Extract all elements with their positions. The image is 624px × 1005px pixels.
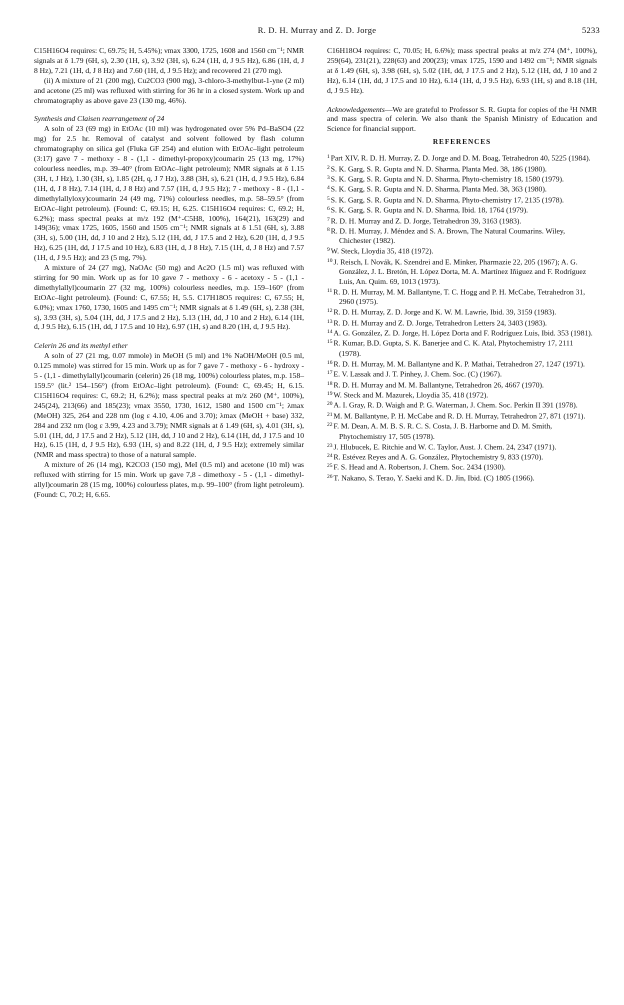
reference-number: 10 (327, 257, 333, 264)
reference-text: R. Estévez Reyes and A. G. González, Phytochemistry 9, 833 (1970). (333, 452, 544, 462)
reference-item (327, 164, 597, 174)
reference-text: J. Reisch, I. Novák, K. Szendrei and E. Minker, Pharmazie 22, 205 (1967); A. G. González, J. L. Bretón, H. López Dorta, M. A. Martínez Iñiguez and F. Rodríguez Luis, An. Quim. 69, 1013 (1973). (333, 257, 587, 287)
reference-text: R. D. H. Murray and Z. D. Jorge, Tetrahedron 39, 3163 (1983). (330, 216, 522, 226)
reference-text: T. Nakano, S. Terao, Y. Saeki and K. D. Jin, Ibid. (C) 1805 (1966). (333, 473, 535, 483)
reference-text: R. D. H. Murray and M. M. Ballantyne, Tetrahedron 26, 4667 (1970). (333, 380, 544, 390)
reference-item (327, 462, 597, 472)
reference-text: W. Steck, Lloydia 35, 418 (1972). (330, 246, 434, 256)
reference-number: 14 (327, 329, 333, 336)
reference-number: 21 (327, 411, 333, 418)
paragraph: A mixture of 24 (27 mg), NaOAc (50 mg) and Ac2O (1.5 ml) was refluxed with stirring for 90 min. Work up as for 10 gave 7 - methoxy - 6 - acetoxy - 5 - (1,1 - dimethylallyl)coumarin 27 (32 mg, 100%) colourless needles, m.p. 159–160° (from EtOAc–light petroleum). (Found: C, 67.55; H, 5.5. C17H18O5 requires: C, 67.55; H, 6.0%); νmax 1760, 1730, 1605 and 1495 cm⁻¹; NMR signals at δ 1.49 (6H, s), 2.38 (3H, s), 3.93 (3H, s), 5.04 (1H, dd, J 17.5 and 2 Hz), 5.13 (1H, dd, J 10 and 2 Hz), 6.14 (1H, d, J 9.5 Hz), 6.15 (1H, dd, J 17.5 and 10 Hz), 6.97 (1H, s) and 8.20 (1H, d, J 9.5 Hz). (34, 263, 304, 332)
paragraph: A soln of 23 (69 mg) in EtOAc (10 ml) was hydrogenated over 5% Pd–BaSO4 (22 mg) for 2.5 hr. Removal of catalyst and solvent followed by flash column chromatography on silica gel (Fluka GF 254) and elution with EtOAc–light petroleum (3:17) gave 7 - methoxy - 8 - (1,1 - dimethyl-propoxy)coumarin 25 (13 mg, 17%) colourless needles, m.p. 39–40° (from EtOAc–light petroleum); NMR signals at δ 1.15 (3H, t, J Hz), 1.30 (3H, s), 1.85 (2H, q, J 7 Hz), 3.88 (3H, s), 6.21 (1H, d, J 9.5 Hz), 6.84 (1H, d, J 8 Hz), 7.14 (1H, d, J 8 Hz) and 7.57 (1H, d, J 9.5 Hz); 7 - methoxy - 8 - (1,1 - dimethylallyloxy)coumarin 24 (49 mg, 71%) colourless needles, m.p. 58–59.5° (from EtOAc–light petroleum). (Found: C, 69.15; H, 6.25. C15H16O4 requires: C, 69.2; H, 6.2%); mass spectral peaks at m/z 192 (M⁺-C5H8, 100%), 164(21), 163(29) and 149(36); νmax 1725, 1605, 1560 and 1505 cm⁻¹; NMR signals at δ 1.51 (6H, s), 3.88 (3H, s), 5.00 (1H, dd, J 10 and 2 Hz), 5.12 (1H, dd, J 17.5 and 2 Hz), 6.20 (1H, d, J 9.5 Hz), 6.25 (1H, dd, J 17.5 and 10 Hz), 6.83 (1H, d, J 8 Hz), 7.15 (1H, d, J 8 Hz) and 7.57 (1H, d, J 9.5 Hz); and 23 (5 mg, 7%). (34, 124, 304, 263)
reference-item (327, 369, 597, 379)
reference-number: 19 (327, 391, 333, 397)
reference-text: F. M. Dean, A. M. B. S. R. C. S. Costa, J. B. Harborne and D. M. Smith, Phytochemistry 17, 505 (1978). (333, 421, 552, 441)
reference-item (327, 400, 597, 410)
reference-text: R. D. H. Murray, J. Méndez and S. A. Brown, The Natural Coumarins. Wiley, Chichester (1982). (330, 226, 565, 246)
reference-item (327, 442, 597, 452)
reference-number: 2 (327, 164, 330, 171)
reference-number: 8 (327, 227, 330, 233)
reference-number: 6 (327, 206, 330, 213)
reference-item (327, 307, 597, 317)
reference-text: R. Kumar, B.D. Gupta, S. K. Banerjee and C. K. Atal, Phytochemistry 17, 2111 (1978). (333, 338, 574, 358)
references-heading: REFERENCES (432, 138, 492, 147)
reference-text: S. K. Garg, S. R. Gupta and N. D. Sharma, Planta Med. 38, 186 (1980). (330, 164, 547, 174)
reference-number: 12 (327, 308, 333, 315)
reference-text: M. M. Ballantyne, P. H. McCabe and R. D. H. Murray, Tetrahedron 27, 871 (1971). (333, 411, 586, 421)
reference-item (327, 287, 597, 307)
reference-number: 3 (327, 174, 330, 181)
acknowledgements-text: —We are grateful to Professor S. R. Gupta for copies of the ¹H NMR and mass spectra of celerin. We also thank the Spanish Ministry of Education and Science for financial support. (327, 104, 597, 134)
reference-number: 15 (327, 339, 333, 346)
reference-item (327, 380, 597, 390)
reference-item (327, 226, 597, 246)
reference-number: 5 (327, 195, 330, 202)
reference-text: F. S. Head and A. Robertson, J. Chem. Soc. 2434 (1930). (333, 462, 506, 472)
reference-number: 1 (327, 154, 330, 161)
acknowledgements-label: Acknowledgements (327, 104, 385, 114)
reference-number: 13 (327, 318, 333, 325)
reference-text: R. D. H. Murray, Z. D. Jorge and K. W. M. Lawrie, Ibid. 39, 3159 (1983). (333, 307, 557, 317)
paragraph: C15H16O4 requires: C, 69.75; H, 5.45%); νmax 3300, 1725, 1608 and 1560 cm⁻¹; NMR signals at δ 1.79 (6H, s), 2.30 (1H, s), 3.92 (3H, s), 6.24 (1H, d, J 9.5 Hz), 6.86 (1H, d, J 8 Hz), 7.21 (1H, d, J 8 Hz) and 7.60 (1H, d, J 9.5 Hz); and recovered 21 (270 mg). (34, 46, 304, 75)
reference-text: R. D. H. Murray, M. M. Ballantyne, T. C. Hogg and P. H. McCabe, Tetrahedron 31, 2960 (1975). (333, 287, 586, 307)
reference-text: R. D. H. Murray, M. M. Ballantyne and K. P. Mathai, Tetrahedron 27, 1247 (1971). (333, 359, 585, 369)
reference-item (327, 195, 597, 205)
reference-number: 7 (327, 216, 330, 223)
reference-text: E. V. Lassak and J. T. Pinhey, J. Chem. Soc. (C) (1967). (333, 369, 502, 379)
reference-item (327, 216, 597, 226)
paragraph: A mixture of 26 (14 mg), K2CO3 (150 mg), MeI (0.5 ml) and acetone (10 ml) was refluxed with stirring for 15 min. Work up gave 7,8 - dimethoxy - 5 - (1,1 - dimethyl-allyl)coumarin 28 (15 mg, 100%) colourless plates, m.p. 99–100° (from light petroleum). (Found: C, 70.2; H, 6.65. (34, 460, 304, 499)
reference-item (327, 473, 597, 483)
acknowledgements (327, 105, 597, 135)
reference-item (327, 359, 597, 369)
reference-number: 11 (327, 287, 333, 294)
reference-item (327, 411, 597, 421)
right-column (327, 46, 597, 483)
reference-number: 26 (327, 473, 333, 480)
reference-number: 4 (327, 185, 330, 192)
page-number: 5233 (582, 26, 600, 35)
running-header (34, 26, 600, 40)
reference-number: 25 (327, 463, 333, 470)
reference-number: 23 (327, 442, 333, 449)
reference-item (327, 318, 597, 328)
reference-item (327, 174, 597, 184)
paragraph: A soln of 27 (21 mg, 0.07 mmole) in MeOH (5 ml) and 1% NaOH/MeOH (0.5 ml, 0.125 mmole) was stirred for 15 min. Work up as for 7 gave 7 - methoxy - 6 - hydroxy - 5 - (1,1 - dimethylallyl)coumarin (celerin) 26 (18 mg, 100%) colourless plates, m.p. 158–159.5° (lit.² 154–156°) (from EtOAc–light petroleum). (Found: C, 69.45; H, 6.15. C15H16O4 requires: C, 69.2; H, 6.2%); mass spectral peaks at m/z 260 (M⁺, 100%), 245(24), 213(66) and 185(23); νmax 3550, 1730, 1612, 1580 and 1500 cm⁻¹; λmax (MeOH) 325, 264 and 228 nm (log ε 4.10, 4.06 and 3.70); λmax (MeOH + base) 332, 284 and 232 nm (log ε 3.99, 4.23 and 3.79); NMR signals at δ 1.49 (6H, s), 4.01 (3H, s), 5.01 (1H, dd, J 17.5 and 2 Hz), 5.12 (1H, dd, J 10 and 2 Hz), 6.14 (1H, dd, J 17.5 and 10 Hz), 6.15 (1H, d, J 9.5 Hz), 6.93 (1H, s) and 8.22 (1H, d, J 9.5 Hz); extremely similar (NMR and mass spectra) to those of a natural sample. (34, 351, 304, 460)
reference-number: 16 (327, 359, 333, 366)
section-heading: Celerin 26 and its methyl ether (34, 341, 128, 351)
reference-text: S. K. Garg, S. R. Gupta and N. D. Sharma, Planta Med. 38, 363 (1980). (330, 184, 547, 194)
reference-number: 17 (327, 370, 333, 377)
reference-text: Part XIV, R. D. H. Murray, Z. D. Jorge and D. M. Boag, Tetrahedron 40, 5225 (1984). (330, 153, 591, 163)
reference-number: 9 (327, 247, 330, 254)
running-title: R. D. H. Murray and Z. D. Jorge (257, 26, 377, 35)
paragraph: (ii) A mixture of 21 (200 mg), Cu2CO3 (900 mg), 3-chloro-3-methylbut-1-yne (2 ml) and acetone (25 ml) was refluxed with stirring for 36 hr in a closed system. Work up and chromatography as above gave 23 (130 mg, 46%). (34, 75, 304, 105)
reference-text: J. Hlubucek, E. Ritchie and W. C. Taylor, Aust. J. Chem. 24, 2347 (1971). (333, 442, 557, 452)
reference-item (327, 452, 597, 462)
reference-text: W. Steck and M. Mazurek, Lloydia 35, 418 (1972). (333, 390, 489, 400)
reference-number: 18 (327, 380, 333, 387)
reference-item (327, 184, 597, 194)
reference-text: R. D. H. Murray and Z. D. Jorge, Tetrahedron Letters 24, 3403 (1983). (333, 318, 547, 328)
reference-item (327, 328, 597, 338)
reference-text: S. K. Garg, S. R. Gupta and N. D. Sharma, Ibid. 18, 1764 (1979). (330, 205, 529, 215)
section-heading: Synthesis and Claisen rearrangement of 24 (34, 114, 165, 124)
reference-text: A. I. Gray, R. D. Waigh and P. G. Waterman, J. Chem. Soc. Perkin II 391 (1978). (333, 400, 578, 410)
reference-number: 24 (327, 452, 333, 459)
reference-item (327, 153, 597, 163)
reference-text: A. G. González, Z. D. Jorge, H. López Dorta and F. Rodríguez Luis, Ibid. 353 (1981). (333, 328, 593, 338)
left-column (34, 46, 304, 500)
reference-item (327, 246, 597, 256)
reference-list (327, 153, 597, 483)
reference-item (327, 421, 597, 441)
paragraph: C16H18O4 requires: C, 70.05; H, 6.6%); mass spectral peaks at m/z 274 (M⁺, 100%), 259(64), 231(21), 228(63) and 200(23); νmax 1725, 1590 and 1492 cm⁻¹; NMR signals at δ 1.49 (6H, s), 3.98 (6H, s), 5.02 (1H, dd, J 17.5 and 2 Hz), 5.12 (1H, dd, J 10 and 2 Hz), 6.14 (1H, dd, J 17.5 and 10 Hz), 6.14 (1H, d, J 9.5 Hz), 6.93 (1H, s) and 8.18 (1H, d, J 9.5 Hz). (327, 46, 597, 95)
reference-number: 22 (327, 422, 333, 429)
reference-text: S. K. Garg, S. R. Gupta and N. D. Sharma, Phyto-chemistry 17, 2135 (1978). (330, 195, 564, 205)
reference-item (327, 205, 597, 215)
reference-item (327, 390, 597, 400)
reference-item (327, 338, 597, 358)
reference-number: 20 (327, 401, 333, 408)
reference-item (327, 257, 597, 287)
reference-text: S. K. Garg, S. R. Gupta and N. D. Sharma, Phyto-chemistry 18, 1580 (1979). (330, 174, 564, 184)
